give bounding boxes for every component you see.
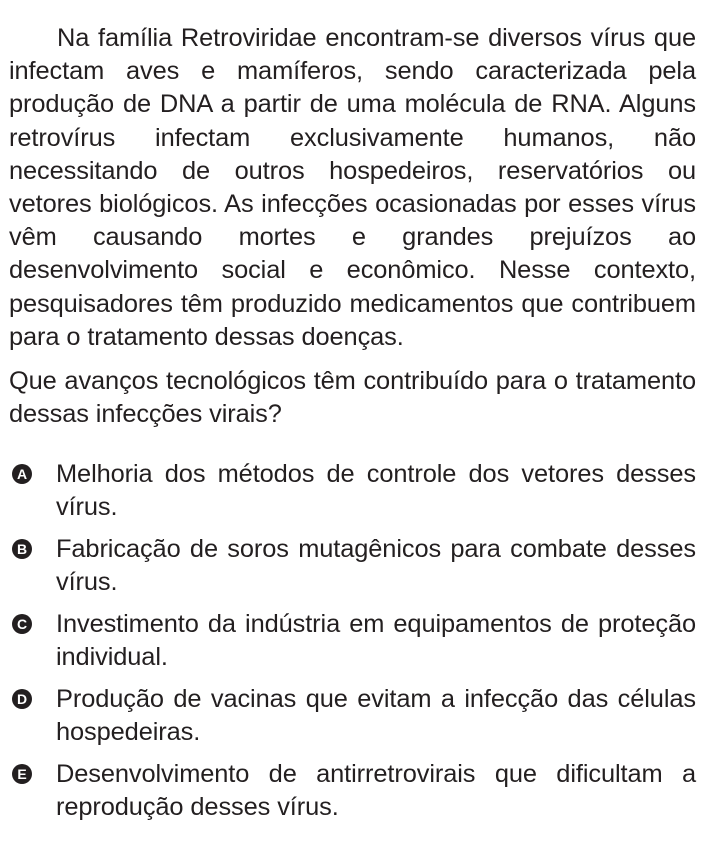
option-text: Investimento da indústria em equipamentos de proteção individual. xyxy=(56,610,696,672)
option-c[interactable] xyxy=(9,608,696,674)
option-text: Fabricação de soros mutagênicos para combate desses vírus. xyxy=(56,535,696,597)
option-text: Melhoria dos métodos de controle dos vetores desses vírus. xyxy=(56,460,696,522)
option-letter-badge: A xyxy=(12,464,32,484)
option-letter-badge: B xyxy=(12,539,32,559)
option-text: Produção de vacinas que evitam a infecção das células hospedeiras. xyxy=(56,685,696,747)
option-d[interactable] xyxy=(9,683,696,749)
option-e[interactable] xyxy=(9,758,696,824)
option-a[interactable] xyxy=(9,458,696,524)
question-stem: Na família Retroviridae encontram-se diversos vírus que infectam aves e mamíferos, sendo caracterizada pela produção de DNA a partir de uma molécula de RNA. Alguns retrovírus infectam exclusivamente humanos, não necessitando de outros hospedeiros, reservatórios ou vetores biológicos. As infecções ocasionadas por esses vírus vêm causando mortes e grandes prejuízos ao desenvolvimento social e econômico. Nesse contexto, pesquisadores têm produzido medicamentos que contribuem para o tratamento dessas doenças. xyxy=(9,24,696,351)
option-letter-badge: E xyxy=(12,764,32,784)
answer-options xyxy=(9,458,696,824)
option-text: Desenvolvimento de antirretrovirais que dificultam a reprodução desses vírus. xyxy=(56,760,696,822)
option-letter-badge: C xyxy=(12,614,32,634)
question-prompt: Que avanços tecnológicos têm contribuído para o tratamento dessas infecções virais? xyxy=(9,367,696,429)
option-b[interactable] xyxy=(9,533,696,599)
option-letter-badge: D xyxy=(12,689,32,709)
